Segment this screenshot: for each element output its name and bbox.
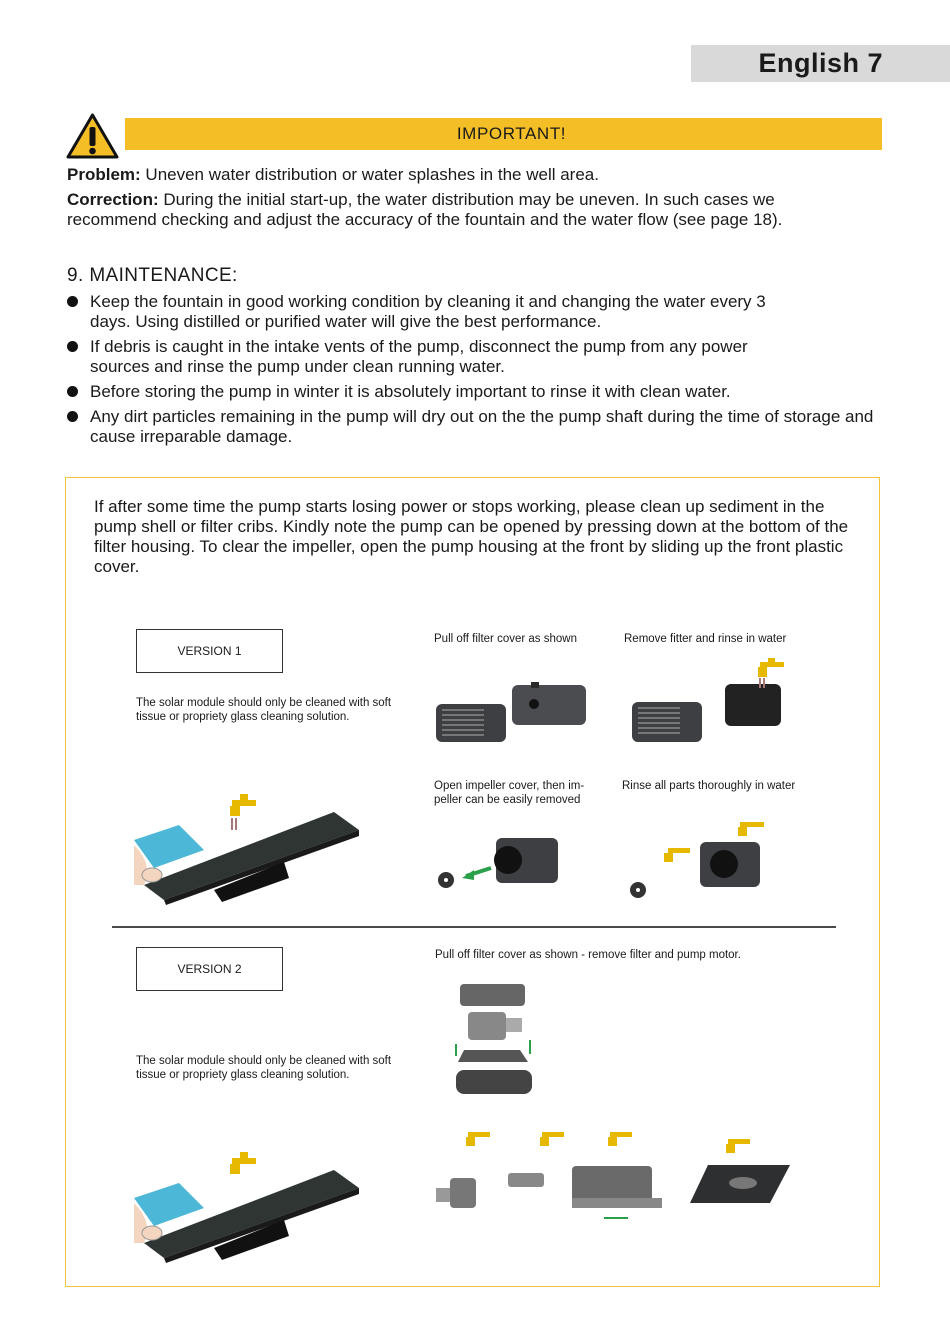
page-number-tab	[691, 45, 950, 82]
list-item-text: If debris is caught in the intake vents of the pump, disconnect the pump from any power sources and rinse the pump under clean running water.	[90, 337, 748, 376]
important-banner-label: IMPORTANT!	[456, 124, 567, 143]
list-item	[67, 407, 887, 447]
rinse-all-parts-illustration	[628, 818, 803, 908]
list-item	[67, 292, 790, 332]
warning-icon	[66, 112, 119, 160]
problem-label: Problem:	[67, 165, 141, 184]
filter-sponge-rinse-illustration	[688, 1135, 793, 1210]
solar-panel-cleaning-illustration	[134, 790, 364, 905]
problem-text: Uneven water distribution or water splashes in the well area.	[140, 165, 599, 184]
faucet-icon	[466, 1132, 632, 1146]
list-item	[67, 382, 887, 402]
version2-label: VERSION 2	[177, 962, 242, 976]
maintenance-list	[67, 292, 887, 452]
list-item-text: Keep the fountain in good working condition by cleaning it and changing the water every 3 days. Using distilled or purified water will give the best performance.	[90, 292, 766, 331]
list-item	[67, 337, 790, 377]
filter-rinse-illustration	[630, 658, 790, 746]
faucet-icon	[230, 1152, 256, 1174]
cleaning-intro: If after some time the pump starts losing power or stops working, please clean up sediment in the pump shell or filter cribs. Kindly note the pump can be opened by pressing down at the bottom of the filter housing. To clear the impeller, open the pump housing at the front by sliding up the front plastic cover.	[94, 497, 849, 576]
maintenance-heading: 9. MAINTENANCE:	[67, 265, 238, 286]
impeller-removal-illustration	[436, 830, 566, 905]
correction-text: During the initial start-up, the water distribution may be uneven. In such cases we recommend checking and adjust the accuracy of the fountain and the water flow (see page 18).	[67, 190, 783, 229]
correction-paragraph	[67, 190, 867, 230]
faucet-icon	[758, 658, 784, 688]
version1-solar-note: The solar module should only be cleaned with soft tissue or propriety glass cleaning solution.	[136, 697, 392, 723]
pump-filter-cover-illustration	[434, 680, 594, 745]
version1-step1-caption: Pull off filter cover as shown	[434, 633, 577, 645]
version2-solar-note: The solar module should only be cleaned with soft tissue or propriety glass cleaning solution.	[136, 1055, 392, 1081]
correction-label: Correction:	[67, 190, 159, 209]
problem-paragraph	[67, 165, 907, 185]
version2-step1-caption: Pull off filter cover as shown - remove filter and pump motor.	[435, 949, 741, 961]
bullet-icon	[67, 411, 78, 422]
version2-label-box	[136, 947, 283, 991]
important-banner	[125, 118, 882, 150]
version1-step3-caption: Open impeller cover, then im- peller can be easily removed	[434, 780, 585, 806]
faucet-icon	[726, 1139, 750, 1153]
bullet-icon	[67, 296, 78, 307]
solar-panel-cleaning-illustration-2	[134, 1148, 364, 1263]
faucet-icon	[230, 794, 256, 830]
version1-label-box	[136, 629, 283, 673]
version1-label: VERSION 1	[177, 644, 242, 658]
list-item-text: Before storing the pump in winter it is absolutely important to rinse it with clean water.	[90, 382, 731, 401]
version1-step4-caption: Rinse all parts thoroughly in water	[622, 780, 796, 792]
page-label: English 7	[758, 48, 883, 78]
list-item-text: Any dirt particles remaining in the pump will dry out on the the pump shaft during the time of storage and cause irreparable damage.	[90, 407, 874, 446]
pump-parts-rinse-illustration	[436, 1128, 676, 1224]
bullet-icon	[67, 386, 78, 397]
pump-exploded-view-illustration	[450, 982, 550, 1102]
bullet-icon	[67, 341, 78, 352]
section-divider	[112, 926, 836, 928]
version1-step2-caption: Remove fitter and rinse in water	[624, 633, 787, 645]
